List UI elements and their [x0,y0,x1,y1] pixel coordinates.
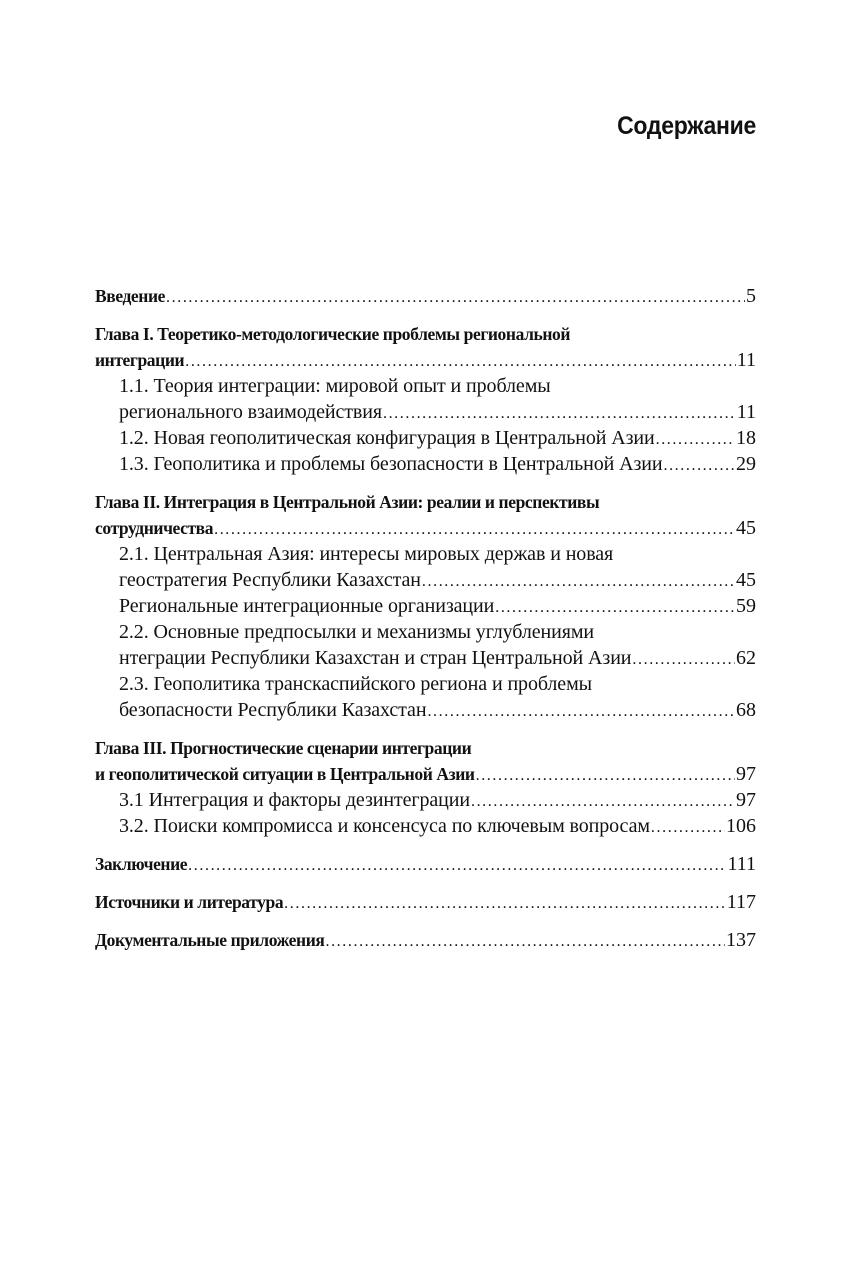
toc-leader-dots [471,789,735,815]
toc-section-1-1-end[interactable] [95,399,756,425]
toc-entry-label: геостратегия Республики Казахстан [119,569,421,591]
toc-section-3-1[interactable] [95,787,756,813]
toc-entry-label: сотрудничества [95,518,214,538]
toc-chapter-1-title[interactable] [95,321,756,347]
toc-section-2-3[interactable] [95,671,756,697]
toc-page-number: 11 [736,401,756,423]
toc-chapter-1-title-end[interactable] [95,347,756,373]
toc-entry-label: 1.2. Новая геополитическая конфигурация в Центральной Азии [119,427,655,449]
toc-entry-label: Глава III. Прогностические сценарии интеграции [95,738,472,758]
toc-entry-appendix[interactable] [95,927,756,953]
toc-section-2-1-orgs[interactable] [95,593,756,619]
toc-leader-dots [188,853,726,879]
toc-entry-label: Региональные интеграционные организации [119,595,495,617]
toc-section-1-2[interactable] [95,425,756,451]
toc-entry-label: нтеграции Республики Казахстан и стран Центральной Азии [119,647,632,669]
toc-section-2-3-end[interactable] [95,697,756,723]
toc-entry-label: 3.2. Поиски компромисса и консенсуса по ключевым вопросам [119,815,650,837]
toc-leader-dots [422,569,735,595]
toc-entry-label: Источники и литература [95,892,284,912]
toc-page-number: 5 [746,285,756,307]
toc-leader-dots [651,815,725,841]
toc-leader-dots [185,349,736,375]
toc-entry-label: 3.1 Интеграция и факторы дезинтеграции [119,789,470,811]
toc-leader-dots [284,891,726,917]
toc-chapter-3-title-end[interactable] [95,761,756,787]
toc-leader-dots [656,427,735,453]
toc-entry-label: 2.1. Центральная Азия: интересы мировых держав и новая [119,543,614,565]
toc-page-number: 18 [736,427,756,449]
toc-section-1-1[interactable] [95,373,756,399]
toc-section-3-2[interactable] [95,813,756,839]
toc-section-2-2[interactable] [95,619,756,645]
toc-chapter-2-title-end[interactable] [95,515,756,541]
toc-page-number: 97 [736,789,756,811]
toc-entry-label: Глава II. Интеграция в Центральной Азии: реалии и перспективы [95,492,600,512]
toc-page-number: 45 [736,517,756,539]
toc-page-number: 59 [736,595,756,617]
toc-page-number: 68 [736,699,756,721]
toc-leader-dots [476,763,735,789]
toc-page-number: 11 [736,349,756,371]
toc-leader-dots [166,285,745,311]
toc-page-number: 97 [736,763,756,785]
toc-chapter-2-title[interactable] [95,489,756,515]
toc-entry-label: Заключение [95,854,188,874]
toc-section-1-3[interactable] [95,451,756,477]
toc-entry-label: 2.2. Основные предпосылки и механизмы углублениями [119,621,595,643]
toc-page-number: 29 [736,453,756,475]
toc-entry-label: Документальные приложения [95,930,325,950]
toc-section-2-1-end[interactable] [95,567,756,593]
toc-entry-label: Глава I. Теоретико-методологические проблемы региональной [95,324,571,344]
toc-entry-label: интеграции [95,350,185,370]
toc-entry-label: регионального взаимодействия [119,401,382,423]
toc-entry-label: и геополитической ситуации в Центральной Азии [95,764,475,784]
toc-entry-introduction[interactable] [95,283,756,309]
page-title: Содержание [617,112,756,140]
toc-entry-label: 2.3. Геополитика транскаспийского региона и проблемы [119,673,592,695]
toc-leader-dots [427,699,735,725]
table-of-contents [95,283,756,953]
toc-section-2-2-end[interactable] [95,645,756,671]
toc-leader-dots [632,647,735,673]
toc-page-number: 106 [726,815,756,837]
toc-entry-label: Введение [95,286,166,306]
toc-page-number: 117 [726,891,756,913]
toc-page-number: 62 [736,647,756,669]
toc-entry-sources[interactable] [95,889,756,915]
toc-page-number: 45 [736,569,756,591]
toc-section-2-1[interactable] [95,541,756,567]
toc-chapter-3-title[interactable] [95,735,756,761]
toc-page-number: 111 [727,853,756,875]
toc-entry-label: 1.3. Геополитика и проблемы безопасности в Центральной Азии [119,453,663,475]
toc-leader-dots [383,401,736,427]
toc-entry-label: 1.1. Теория интеграции: мировой опыт и проблемы [119,375,551,397]
toc-page-number: 137 [726,929,756,951]
toc-leader-dots [214,517,735,543]
toc-entry-label: безопасности Республики Казахстан [119,699,427,721]
toc-leader-dots [325,929,725,955]
toc-leader-dots [495,595,735,621]
toc-leader-dots [663,453,735,479]
toc-entry-conclusion[interactable] [95,851,756,877]
